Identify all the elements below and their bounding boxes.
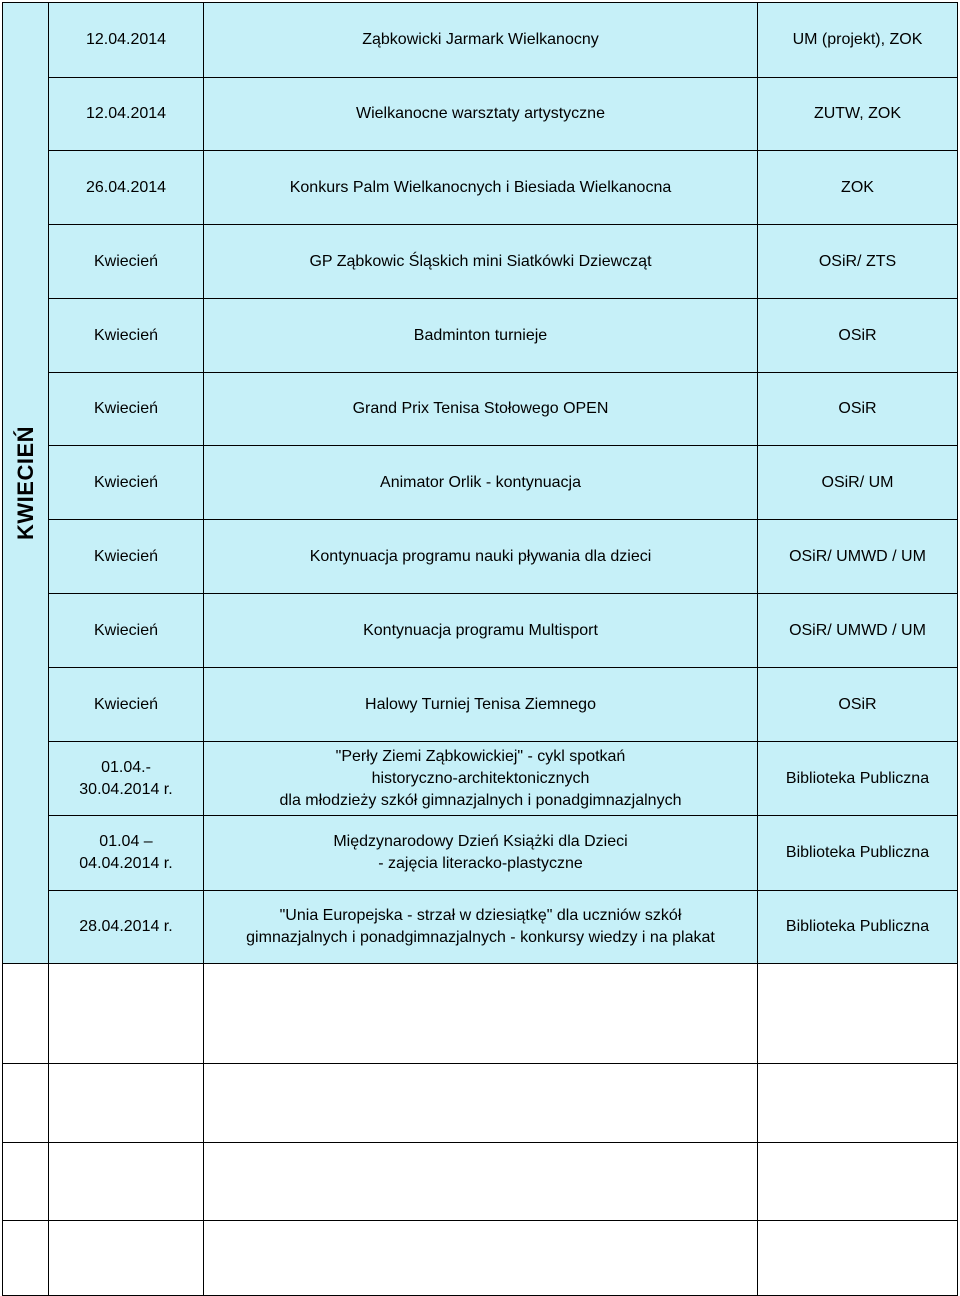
- empty-row: [3, 1064, 958, 1143]
- cell-line: Halowy Turniej Tenisa Ziemnego: [365, 695, 596, 713]
- table-row: [3, 594, 958, 668]
- date-cell: [49, 520, 204, 594]
- date-cell: [49, 891, 204, 964]
- cell-line: GP Ząbkowic Śląskich mini Siatkówki Dziewcząt: [309, 252, 652, 270]
- cell-line: 01.04.-: [101, 758, 151, 776]
- date-cell: [49, 225, 204, 299]
- organizer-cell: [758, 446, 958, 520]
- cell-line: Międzynarodowy Dzień Książki dla Dzieci: [333, 833, 628, 850]
- empty-row: [3, 964, 958, 1064]
- date-cell: [49, 446, 204, 520]
- event-cell: [204, 225, 758, 299]
- table-row: [3, 520, 958, 594]
- date-cell: [49, 78, 204, 151]
- empty-cell: [3, 1064, 49, 1143]
- cell-line: 28.04.2014 r.: [79, 918, 173, 935]
- cell-line: - zajęcia literacko-plastyczne: [378, 855, 583, 872]
- empty-row: [3, 1143, 958, 1221]
- cell-line: Ząbkowicki Jarmark Wielkanocny: [362, 31, 599, 48]
- cell-line: OSiR: [838, 400, 877, 417]
- cell-line: ZUTW, ZOK: [813, 105, 902, 122]
- event-cell: [204, 3, 758, 78]
- cell-line: OSiR: [838, 695, 877, 713]
- cell-line: 30.04.2014 r.: [79, 780, 173, 798]
- table-row: [3, 373, 958, 446]
- organizer-cell: [758, 891, 958, 964]
- cell-line: historyczno-architektonicznych: [371, 769, 590, 787]
- organizer-cell: [758, 225, 958, 299]
- date-cell: [49, 742, 204, 816]
- cell-line: Badminton turnieje: [413, 326, 548, 344]
- date-cell: [49, 594, 204, 668]
- event-cell: [204, 299, 758, 373]
- schedule-body: [3, 3, 958, 1296]
- event-cell: [204, 816, 758, 891]
- cell-line: 12.04.2014: [85, 105, 167, 122]
- organizer-cell: [758, 520, 958, 594]
- cell-line: "Unia Europejska - strzał w dziesiątkę" dla uczniów szkół: [279, 907, 682, 924]
- event-cell: [204, 891, 758, 964]
- organizer-cell: [758, 151, 958, 225]
- event-cell: [204, 668, 758, 742]
- cell-line: Konkurs Palm Wielkanocnych i Biesiada Wielkanocna: [289, 178, 672, 196]
- empty-cell: [204, 964, 758, 1064]
- cell-line: Grand Prix Tenisa Stołowego OPEN: [352, 400, 609, 417]
- table-row: [3, 151, 958, 225]
- cell-line: UM (projekt), ZOK: [792, 31, 923, 48]
- cell-line: 26.04.2014: [85, 178, 167, 196]
- event-cell: [204, 446, 758, 520]
- empty-cell: [758, 1064, 958, 1143]
- organizer-cell: [758, 3, 958, 78]
- empty-cell: [204, 1221, 758, 1296]
- cell-line: Kontynuacja programu Multisport: [363, 621, 598, 639]
- table-row: [3, 742, 958, 816]
- cell-line: OSiR/ UMWD / UM: [789, 621, 926, 639]
- empty-row: [3, 1221, 958, 1296]
- table-row: [3, 78, 958, 151]
- cell-line: OSiR: [838, 326, 877, 344]
- empty-cell: [3, 1143, 49, 1221]
- table-row: [3, 3, 958, 78]
- month-label: KWIECIEŃ: [12, 426, 38, 540]
- empty-cell: [204, 1143, 758, 1221]
- cell-line: 04.04.2014 r.: [79, 855, 173, 872]
- empty-cell: [49, 1221, 204, 1296]
- empty-cell: [3, 1221, 49, 1296]
- cell-line: Kwiecień: [93, 252, 159, 270]
- date-cell: [49, 151, 204, 225]
- cell-line: Kontynuacja programu nauki pływania dla dzieci: [309, 547, 652, 565]
- table-row: [3, 668, 958, 742]
- cell-line: gimnazjalnych i ponadgimnazjalnych - konkursy wiedzy i na plakat: [246, 929, 715, 946]
- date-cell: [49, 668, 204, 742]
- event-cell: [204, 78, 758, 151]
- organizer-cell: [758, 816, 958, 891]
- cell-line: Biblioteka Publiczna: [785, 769, 930, 787]
- table-row: [3, 299, 958, 373]
- cell-line: Biblioteka Publiczna: [785, 844, 930, 861]
- empty-cell: [758, 1221, 958, 1296]
- table-row: [3, 225, 958, 299]
- month-column: [3, 3, 49, 964]
- empty-cell: [758, 1143, 958, 1221]
- cell-line: ZOK: [841, 178, 874, 196]
- organizer-cell: [758, 668, 958, 742]
- cell-line: 01.04 –: [99, 833, 153, 850]
- empty-cell: [49, 1143, 204, 1221]
- organizer-cell: [758, 373, 958, 446]
- date-cell: [49, 373, 204, 446]
- cell-line: Wielkanocne warsztaty artystyczne: [356, 105, 605, 122]
- table-row: [3, 816, 958, 891]
- cell-line: Kwiecień: [93, 473, 159, 491]
- cell-line: OSiR/ ZTS: [818, 252, 897, 270]
- date-cell: [49, 299, 204, 373]
- event-cell: [204, 151, 758, 225]
- events-schedule-table: [2, 2, 958, 1296]
- empty-cell: [3, 964, 49, 1064]
- empty-cell: [758, 964, 958, 1064]
- cell-line: 12.04.2014: [85, 31, 167, 48]
- cell-line: OSiR/ UM: [821, 473, 894, 491]
- empty-cell: [49, 964, 204, 1064]
- organizer-cell: [758, 742, 958, 816]
- organizer-cell: [758, 594, 958, 668]
- table-row: [3, 446, 958, 520]
- cell-line: Kwiecień: [93, 695, 159, 713]
- cell-line: "Perły Ziemi Ząbkowickiej" - cykl spotkań: [335, 747, 626, 765]
- date-cell: [49, 816, 204, 891]
- cell-line: Kwiecień: [93, 400, 159, 417]
- table-row: [3, 891, 958, 964]
- cell-line: Biblioteka Publiczna: [785, 918, 930, 935]
- event-cell: [204, 594, 758, 668]
- cell-line: Animator Orlik - kontynuacja: [380, 473, 581, 491]
- empty-cell: [49, 1064, 204, 1143]
- cell-line: dla młodzieży szkół gimnazjalnych i ponadgimnazjalnych: [279, 791, 682, 809]
- cell-line: Kwiecień: [93, 547, 159, 565]
- event-cell: [204, 742, 758, 816]
- event-cell: [204, 520, 758, 594]
- cell-line: Kwiecień: [93, 621, 159, 639]
- event-cell: [204, 373, 758, 446]
- organizer-cell: [758, 299, 958, 373]
- empty-cell: [204, 1064, 758, 1143]
- date-cell: [49, 3, 204, 78]
- cell-line: Kwiecień: [93, 326, 159, 344]
- organizer-cell: [758, 78, 958, 151]
- cell-line: OSiR/ UMWD / UM: [789, 547, 926, 565]
